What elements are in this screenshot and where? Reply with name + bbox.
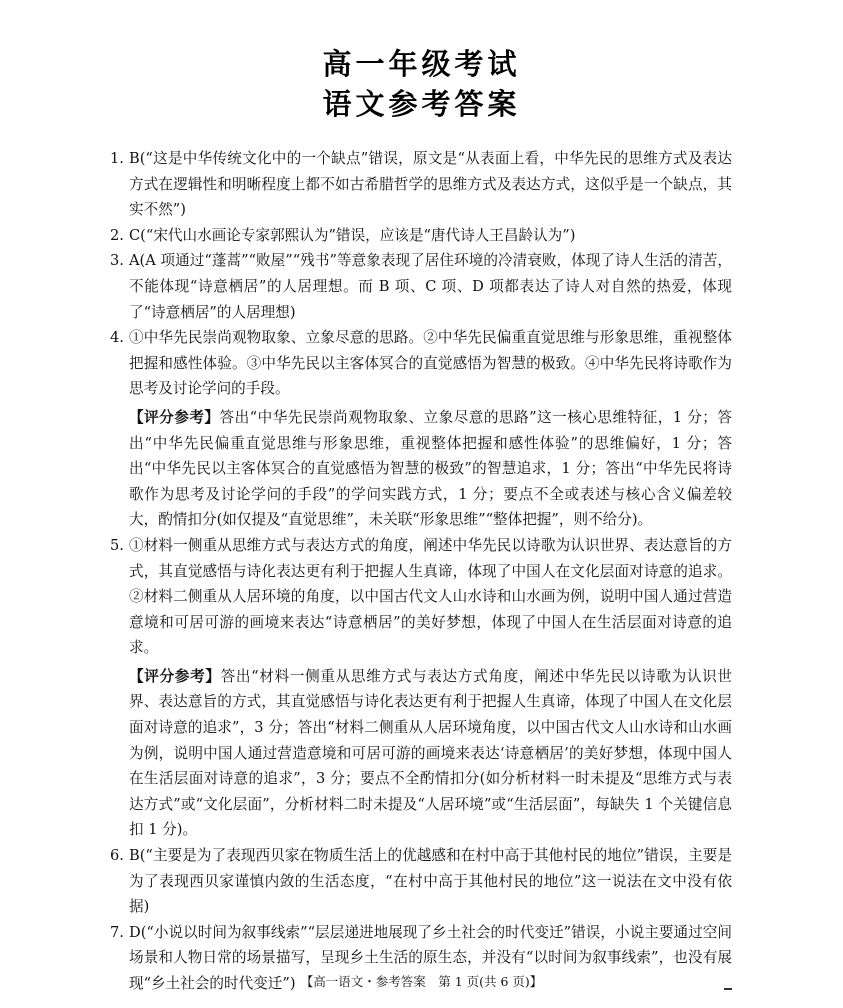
answer-number: 4. — [110, 329, 124, 347]
answer-text: D(“小说以时间为叙事线索”“层层递进地展现了乡土社会的时代变迁”错误，小说主要通过空间场景和人物日常的场景描写，呈现乡土生活的原生态，并没有“以时间为叙事线索”，也没有展现“乡土社会的时代变迁”) — [129, 923, 732, 992]
scoring-label: 【评分参考】 — [129, 408, 220, 426]
title-line-2: 语文参考答案 — [322, 87, 521, 121]
answer-text: ①中华先民崇尚观物取象、立象尽意的思路。②中华先民偏重直觉思维与形象思维，重视整体把握和感性体验。③中华先民以主客体冥合的直觉感悟为智慧的极致。④中华先民将诗歌作为思考及讨论学问的手段。 — [129, 329, 732, 398]
title-line-1: 高一年级考试 — [322, 47, 521, 81]
scoring-reference-q5 — [110, 664, 732, 843]
answer-1 — [110, 146, 732, 223]
answer-number: 1. — [110, 150, 124, 167]
answer-4 — [110, 325, 732, 402]
answer-5 — [110, 533, 732, 661]
page-title — [0, 44, 843, 124]
scoring-text: 答出“中华先民崇尚观物取象、立象尽意的思路”这一核心思维特征，1 分；答出“中华先民偏重直觉思维与形象思维，重视整体把握和感性体验”的思维偏好，1 分；答出“中华先民以主客体冥合的直觉感悟为智慧的极致”的智慧追求，1 分；答出“中华先民将诗歌作为思考及讨论学问的手段”的学问实践方式，1 分；要点不全或表述与核心含义偏差较大，酌情扣分(如仅提及“直觉思维”，未关联“形象思维”“整体把握”，则不给分)。 — [129, 408, 732, 529]
answer-3 — [110, 248, 732, 325]
answer-text: B(“这是中华传统文化中的一个缺点”错误，原文是“从表面上看，中华先民的思维方式及表达方式在逻辑性和明晰程度上都不如古希腊哲学的思维方式及表达方式，这似乎是一个缺点，其实不然”) — [129, 150, 732, 219]
answer-number: 5. — [110, 536, 124, 554]
answer-number: 2. — [110, 226, 124, 244]
answer-6 — [110, 843, 732, 920]
answer-number: 3. — [110, 252, 124, 270]
answer-number: 6. — [110, 847, 124, 865]
answer-number: 7. — [110, 923, 124, 941]
page-footer: 【高一语文・参考答案 第 1 页(共 6 页)】 — [300, 974, 543, 989]
corner-mark — [724, 988, 732, 990]
answer-text: A(A 项通过“蓬蒿”“败屋”“残书”等意象表现了居住环境的冷清衰败，体现了诗人生活的清苦，不能体现“诗意栖居”的人居理想。而 B 项、C 项、D 项都表达了诗人对自然的热爱，体现了“诗意栖居”的人居理想) — [129, 252, 732, 321]
scoring-text: 答出“材料一侧重从思维方式与表达方式角度，阐述中华先民以诗歌为认识世界、表达意旨的方式，其直觉感悟与诗化表达更有利于把握人生真谛，体现了中国人在文化层面对诗意的追求”，3 分；答出“材料二侧重从人居环境角度，以中国古代文人山水诗和山水画为例，说明中国人通过营造意境和可居可游的画境来表达‘诗意栖居’的美好梦想，体现中国人在生活层面对诗意的追求”，3 分；要点不全酌情扣分(如分析材料一时未提及“思维方式与表达方式”或“文化层面”，分析材料二时未提及“人居环境”或“生活层面”，每缺失 1 个关键信息扣 1 分)。 — [129, 667, 732, 839]
scoring-reference-q4 — [110, 405, 732, 533]
answer-text: ①材料一侧重从思维方式与表达方式的角度，阐述中华先民以诗歌为认识世界、表达意旨的方式，其直觉感悟与诗化表达更有利于把握人生真谛，体现了中国人在文化层面对诗意的追求。②材料二侧重从人居环境的角度，以中国古代文人山水诗和山水画为例，说明中国人通过营造意境和可居可游的画境来表达“诗意栖居”的美好梦想，体现了中国人在生活层面对诗意的追求。 — [129, 536, 732, 657]
answer-text: B(“主要是为了表现西贝家在物质生活上的优越感和在村中高于其他村民的地位”错误，主要是为了表现西贝家谨慎内敛的生活态度，“在村中高于其他村民的地位”这一说法在文中没有依据) — [129, 847, 732, 916]
scoring-label: 【评分参考】 — [129, 667, 221, 685]
answer-2 — [110, 223, 732, 249]
answer-list — [110, 146, 732, 997]
answer-text: C(“宋代山水画论专家郭熙认为”错误，应该是“唐代诗人王昌龄认为”) — [129, 226, 576, 244]
